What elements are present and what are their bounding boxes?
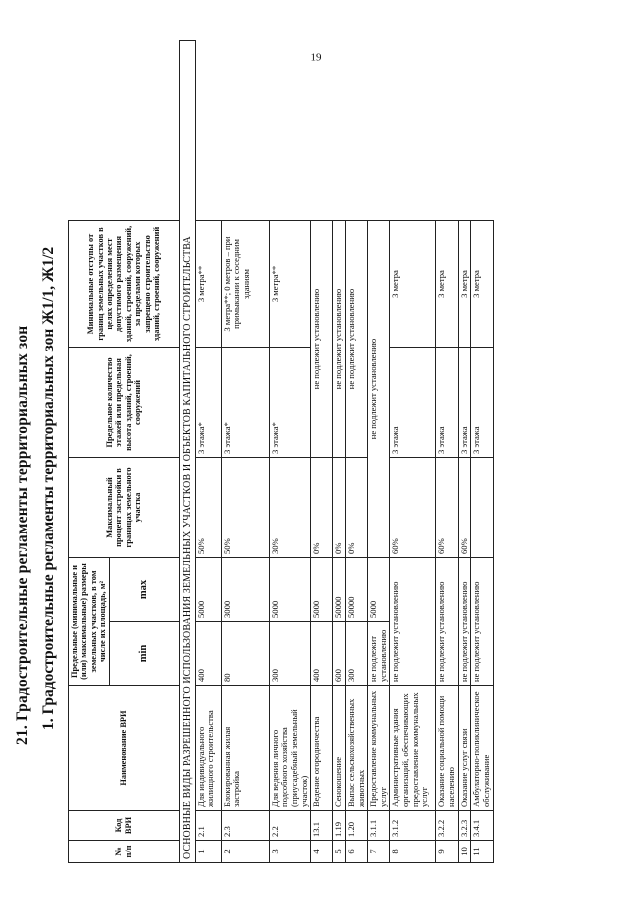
cell-floors-setback: не подлежит установлению xyxy=(345,221,367,458)
cell-min: 80 xyxy=(221,622,269,686)
cell-name: Амбулаторно-поликлиническое обслуживание xyxy=(471,686,493,811)
section-title: 21. Градостроительные регламенты территориальных зон xyxy=(14,325,31,745)
table-row xyxy=(345,41,367,863)
cell-code: 1.19 xyxy=(333,811,346,841)
cell-setback: 3 метра**; 0 метров – при примыкании к соседним зданиям xyxy=(221,221,269,348)
cell-min: 400 xyxy=(311,622,333,686)
cell-size-span: не подлежит установлению xyxy=(471,558,493,686)
cell-code: 13.1 xyxy=(311,811,333,841)
cell-percent: 0% xyxy=(333,458,346,558)
cell-floors: 3 этажа xyxy=(458,348,471,458)
header-percent: Максимальный процент застройки в границах земельного участка xyxy=(69,458,180,558)
cell-size-span: не подлежит установлению xyxy=(436,558,458,686)
cell-name: Оказание социальной помощи населению xyxy=(436,686,458,811)
cell-min: не подлежит установлению xyxy=(368,622,390,686)
cell-max: 5000 xyxy=(311,558,333,622)
cell-floors: 3 этажа xyxy=(390,348,436,458)
cell-num: 11 xyxy=(471,841,493,863)
cell-num: 10 xyxy=(458,841,471,863)
cell-floors: 3 этажа* xyxy=(195,348,221,458)
cell-name: Административные здания организаций, обеспечивающих предоставление коммунальных услуг xyxy=(390,686,436,811)
cell-percent: 60% xyxy=(458,458,471,558)
cell-name: Сенокошение xyxy=(333,686,346,811)
header-name: Наименование ВРИ xyxy=(69,686,180,811)
cell-code: 3.2.2 xyxy=(436,811,458,841)
header-code: Код ВРИ xyxy=(69,811,180,841)
cell-percent: 50% xyxy=(195,458,221,558)
cell-min: 600 xyxy=(333,622,346,686)
cell-floors-setback: не подлежит установлению xyxy=(333,221,346,458)
cell-setback: 3 метра xyxy=(471,221,493,348)
cell-name: Предоставление коммунальных услуг xyxy=(368,686,390,811)
cell-name: Выпас сельскохозяйственных животных xyxy=(345,686,367,811)
cell-floors-setback: не подлежит установлению xyxy=(311,221,333,458)
cell-code: 2.2 xyxy=(269,811,311,841)
cell-percent: 30% xyxy=(269,458,311,558)
cell-max: 5000 xyxy=(269,558,311,622)
cell-floors: 3 этажа* xyxy=(221,348,269,458)
cell-min: 300 xyxy=(345,622,367,686)
cell-num: 5 xyxy=(333,841,346,863)
cell-max: 5000 xyxy=(368,558,390,622)
cell-name: Блокированная жилая застройка xyxy=(221,686,269,811)
table-row xyxy=(368,41,390,863)
cell-floors: 3 этажа* xyxy=(269,348,311,458)
cell-percent: 60% xyxy=(436,458,458,558)
cell-num: 1 xyxy=(195,841,221,863)
header-size: Предельные (минимальные и (или) максимальные) размеры земельных участков, в том числе их площадь, м² xyxy=(69,558,110,686)
cell-num: 3 xyxy=(269,841,311,863)
cell-floors: 3 этажа xyxy=(471,348,493,458)
header-num: № п/п xyxy=(69,841,180,863)
cell-floors: 3 этажа xyxy=(436,348,458,458)
cell-name: Для ведения личного подсобного хозяйства (приусадебный земельный участок) xyxy=(269,686,311,811)
cell-setback: 3 метра xyxy=(458,221,471,348)
table-row xyxy=(333,41,346,863)
cell-max: 5000 xyxy=(195,558,221,622)
cell-code: 3.4.1 xyxy=(471,811,493,841)
cell-percent: 0% xyxy=(311,458,333,558)
cell-percent: 60% xyxy=(390,458,436,558)
table-row xyxy=(390,41,436,863)
cell-num: 7 xyxy=(368,841,390,863)
cell-setback: 3 метра xyxy=(436,221,458,348)
cell-num: 9 xyxy=(436,841,458,863)
cell-percent-floors-setback: не подлежит установлению xyxy=(368,221,390,558)
cell-max: 50000 xyxy=(345,558,367,622)
cell-percent xyxy=(471,458,493,558)
cell-code: 3.1.1 xyxy=(368,811,390,841)
cell-max: 50000 xyxy=(333,558,346,622)
table-row xyxy=(436,41,458,863)
cell-code: 3.1.2 xyxy=(390,811,436,841)
header-setback: Минимальные отступы от границ земельных участков в целях определения мест допустимого размещения зданий, строений, сооружений, за пределами которых запрещено строительство зданий, строений, сооружений xyxy=(69,221,180,348)
table-row xyxy=(195,41,221,863)
cell-percent: 50% xyxy=(221,458,269,558)
table-row xyxy=(471,41,493,863)
cell-code: 2.3 xyxy=(221,811,269,841)
cell-max: 3000 xyxy=(221,558,269,622)
cell-num: 2 xyxy=(221,841,269,863)
table-row xyxy=(311,41,333,863)
subsection-title: 1. Градостроительные регламенты территориальных зон Ж1/1, Ж1/2 xyxy=(40,246,57,730)
cell-code: 1.20 xyxy=(345,811,367,841)
page-number: 19 xyxy=(310,51,322,64)
table-row xyxy=(458,41,471,863)
cell-name: Для индивидуального жилищного строительства xyxy=(195,686,221,811)
cell-code: 3.2.3 xyxy=(458,811,471,841)
cell-size-span: не подлежит установлению xyxy=(458,558,471,686)
cell-num: 8 xyxy=(390,841,436,863)
cell-name: Ведение огородничества xyxy=(311,686,333,811)
cell-setback: 3 метра xyxy=(390,221,436,348)
cell-size-span: не подлежит установлению xyxy=(390,558,436,686)
cell-min: 300 xyxy=(269,622,311,686)
cell-name: Оказание услуг связи xyxy=(458,686,471,811)
header-min: min xyxy=(109,622,179,686)
cell-code: 2.1 xyxy=(195,811,221,841)
table-row xyxy=(221,41,269,863)
header-max: max xyxy=(109,558,179,622)
header-floors: Предельное количество этажей или предельная высота зданий, строений, сооружений xyxy=(69,348,180,458)
band-main-uses: ОСНОВНЫЕ ВИДЫ РАЗРЕШЕННОГО ИСПОЛЬЗОВАНИЯ ЗЕМЕЛЬНЫХ УЧАСТКОВ И ОБЪЕКТОВ КАПИТАЛЬНОГО СТРОИТЕЛЬСТВА xyxy=(179,41,195,863)
cell-setback: 3 метра** xyxy=(269,221,311,348)
cell-num: 6 xyxy=(345,841,367,863)
cell-num: 4 xyxy=(311,841,333,863)
regulations-table xyxy=(68,40,494,863)
cell-min: 400 xyxy=(195,622,221,686)
cell-setback: 3 метра** xyxy=(195,221,221,348)
cell-percent: 0% xyxy=(345,458,367,558)
table-row xyxy=(269,41,311,863)
